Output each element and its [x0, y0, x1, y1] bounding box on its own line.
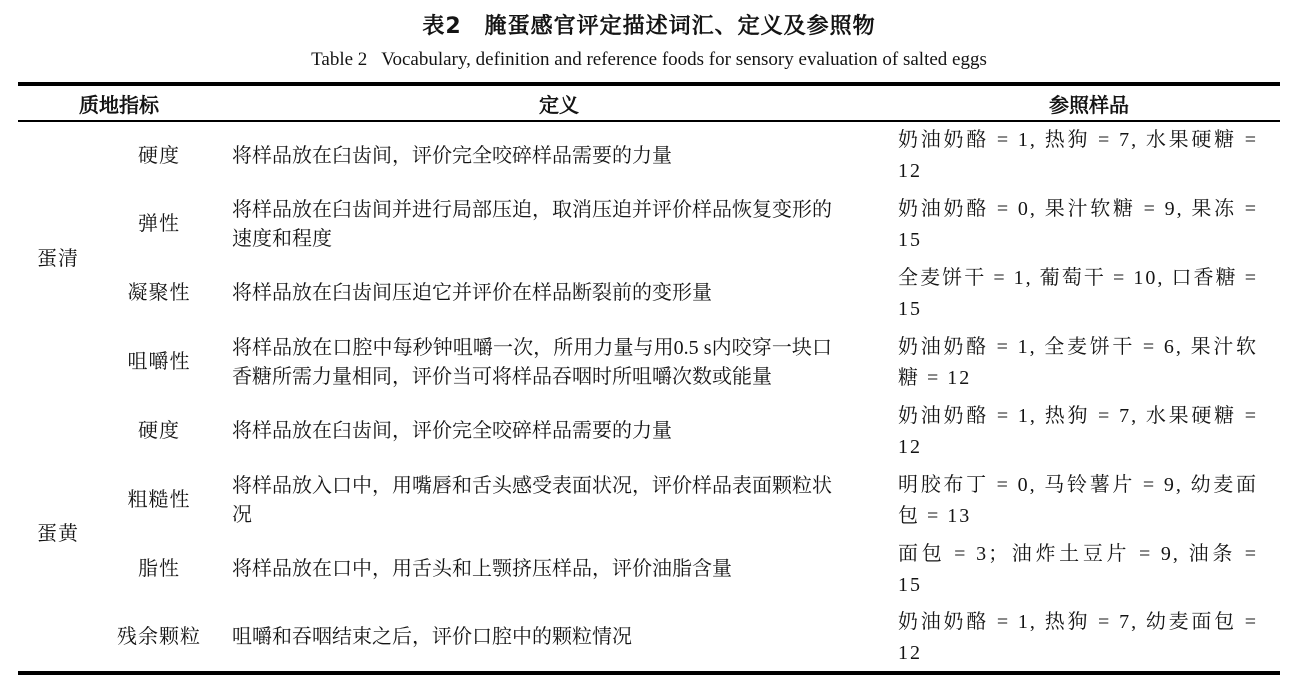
indicator-cell: 硬度 — [138, 420, 180, 442]
column-header-reference-sample: 参照样品 — [898, 84, 1280, 121]
reference-cell: 奶油奶酪 = 1, 全麦饼干 = 6, 果汁软糖 = 12 — [898, 335, 1258, 389]
table-row — [18, 328, 1280, 397]
table-row — [18, 259, 1280, 328]
table-row — [18, 535, 1280, 604]
reference-cell: 全麦饼干 = 1, 葡萄干 = 10, 口香糖 = 15 — [898, 266, 1258, 320]
indicator-cell: 弹性 — [138, 213, 180, 235]
reference-cell: 明胶布丁 = 0, 马铃薯片 = 9, 幼麦面包 = 13 — [898, 473, 1258, 527]
column-header-definition: 定义 — [220, 84, 898, 121]
definition-cell: 咀嚼和吞咽结束之后，评价口腔中的颗粒情况 — [232, 626, 632, 648]
group-label-egg-yolk: 蛋黄 — [37, 522, 79, 545]
table-title-chinese: 表2 腌蛋感官评定描述词汇、定义及参照物 — [422, 14, 876, 39]
table-row — [18, 397, 1280, 466]
table-title-english: Table 2 Vocabulary, definition and reference foods for sensory evaluation of salted eggs — [311, 49, 987, 70]
indicator-cell: 残余颗粒 — [117, 626, 201, 648]
definition-cell: 将样品放在口中，用舌头和上颚挤压样品，评价油脂含量 — [232, 558, 732, 580]
indicator-cell: 脂性 — [138, 558, 180, 580]
table-row — [18, 466, 1280, 535]
table-row — [18, 121, 1280, 190]
reference-cell: 奶油奶酪 = 1, 热狗 = 7, 水果硬糖 = 12 — [898, 404, 1258, 458]
indicator-cell: 硬度 — [138, 144, 180, 167]
definition-cell: 将样品放在臼齿间，评价完全咬碎样品需要的力量 — [232, 420, 672, 442]
indicator-cell: 凝聚性 — [127, 282, 191, 304]
table-header-row — [18, 84, 1280, 121]
definition-cell: 将样品放在臼齿间，评价完全咬碎样品需要的力量 — [232, 144, 672, 167]
sensory-evaluation-table — [18, 82, 1280, 675]
reference-cell: 奶油奶酪 = 1, 热狗 = 7, 幼麦面包 = 12 — [898, 610, 1258, 664]
definition-cell: 将样品放入口中，用嘴唇和舌头感受表面状况，评价样品表面颗粒状况 — [232, 474, 832, 526]
table-row — [18, 604, 1280, 673]
definition-cell: 将样品放在臼齿间压迫它并评价在样品断裂前的变形量 — [232, 282, 712, 304]
column-header-texture-indicator: 质地指标 — [18, 84, 220, 121]
reference-cell: 面包 = 3；油炸土豆片 = 9, 油条 = 15 — [898, 542, 1258, 596]
indicator-cell: 粗糙性 — [127, 489, 191, 511]
definition-cell: 将样品放在臼齿间并进行局部压迫，取消压迫并评价样品恢复变形的速度和程度 — [232, 198, 832, 250]
indicator-cell: 咀嚼性 — [127, 351, 191, 373]
reference-cell: 奶油奶酪 = 1, 热狗 = 7, 水果硬糖 = 12 — [898, 129, 1258, 182]
group-label-egg-white: 蛋清 — [37, 248, 79, 270]
table-row — [18, 190, 1280, 259]
definition-cell: 将样品放在口腔中每秒钟咀嚼一次，所用力量与用0.5 s内咬穿一块口香糖所需力量相同，评价当可将样品吞咽时所咀嚼次数或能量 — [232, 336, 832, 388]
reference-cell: 奶油奶酪 = 0, 果汁软糖 = 9, 果冻 = 15 — [898, 197, 1258, 251]
